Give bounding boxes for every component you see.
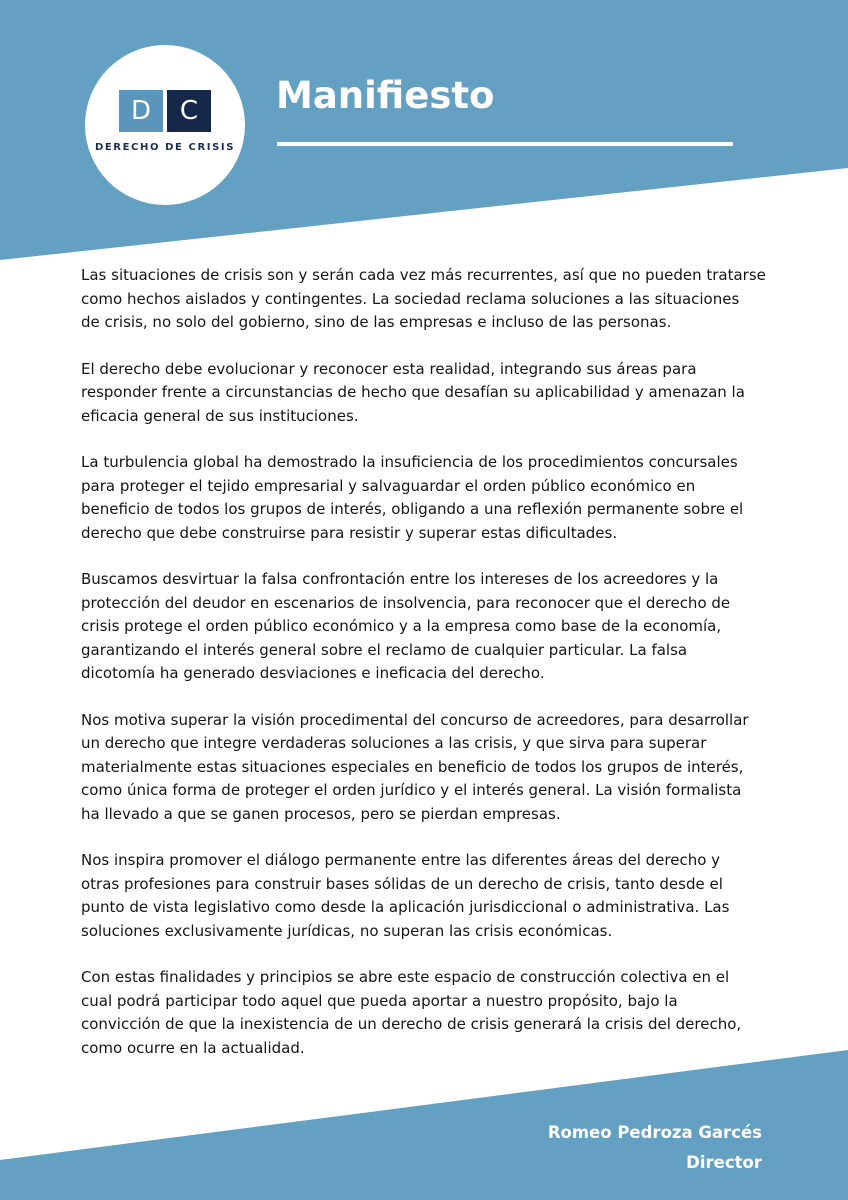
paragraph-line: crisis protege el orden público económico y a la empresa como base de la economía,	[81, 617, 722, 635]
paragraph-line: Nos motiva superar la visión procedimental del concurso de acreedores, para desarrollar	[81, 710, 749, 729]
paragraph-7	[81, 966, 771, 1060]
paragraph-line: materialmente estas situaciones especiales en beneficio de todos los grupos de interés,	[81, 757, 744, 776]
title-underline	[277, 142, 733, 146]
paragraph-4	[81, 568, 771, 686]
paragraph-line: Nos inspira promover el diálogo permanente entre las diferentes áreas del derecho y	[81, 851, 721, 869]
paragraph-line: El derecho debe evolucionar y reconocer esta realidad, integrando sus áreas para	[81, 359, 697, 378]
paragraph-line: como ocurre en la actualidad.	[81, 1038, 305, 1057]
paragraph-line: eficacia general de sus instituciones.	[81, 406, 359, 425]
signature-block	[548, 1118, 762, 1178]
paragraph-line: como única forma de proteger el orden jurídico y el interés general. La visión formalista	[81, 781, 742, 799]
paragraph-line: garantizando el interés general sobre el reclamo de cualquier particular. La falsa	[81, 640, 688, 659]
manifesto-body	[81, 264, 771, 1083]
paragraph-line: responder frente a circunstancias de hecho que desafían su aplicabilidad y amenazan la	[81, 383, 745, 401]
paragraph-line: cual podrá participar todo aquel que pueda aportar a nuestro propósito, bajo la	[81, 991, 678, 1010]
paragraph-line: Con estas finalidades y principios se abre este espacio de construcción colectiva en el	[81, 968, 730, 986]
paragraph-line: para proteger el tejido empresarial y salvaguardar el orden público económico en	[81, 476, 696, 495]
paragraph-line: soluciones exclusivamente jurídicas, no superan las crisis económicas.	[81, 921, 613, 940]
paragraph-line: Las situaciones de crisis son y serán cada vez más recurrentes, así que no pueden tratarse	[81, 266, 766, 284]
paragraph-2	[81, 358, 771, 429]
paragraph-5	[81, 709, 771, 827]
paragraph-line: como hechos aislados y contingentes. La sociedad reclama soluciones a las situaciones	[81, 289, 740, 308]
paragraph-line: Buscamos desvirtuar la falsa confrontación entre los intereses de los acreedores y la	[81, 570, 719, 588]
paragraph-line: derecho que debe construirse para resistir y superar estas dificultades.	[81, 523, 618, 542]
paragraph-line: de crisis, no solo del gobierno, sino de las empresas e incluso de las personas.	[81, 313, 672, 331]
paragraph-line: protección del deudor en escenarios de insolvencia, para reconocer que el derecho de	[81, 593, 731, 612]
paragraph-6	[81, 849, 771, 943]
paragraph-line: convicción de que la inexistencia de un derecho de crisis generará la crisis del derecho,	[81, 1015, 742, 1033]
paragraph-line: un derecho que integre verdaderas soluciones a las crisis, y que sirva para superar	[81, 734, 707, 752]
paragraph-line: beneficio de todos los grupos de interés, obligando a una reflexión permanente sobre el	[81, 500, 744, 518]
paragraph-3	[81, 451, 771, 545]
paragraph-line: punto de vista legislativo como desde la aplicación jurisdiccional o administrativa. Las	[81, 898, 730, 916]
paragraph-line: otras profesiones para construir bases sólidas de un derecho de crisis, tanto desde el	[81, 874, 723, 893]
signature-name: Romeo Pedroza Garcés	[547, 1123, 762, 1142]
logo-letter-c: C	[167, 90, 211, 132]
logo-letter-d: D	[119, 90, 163, 132]
paragraph-1	[81, 264, 771, 335]
page-title: Manifiesto	[276, 74, 495, 117]
logo	[85, 45, 245, 205]
logo-caption: DERECHO DE CRISIS	[94, 142, 236, 153]
paragraph-line: dicotomía ha generado desviaciones e ineficacia del derecho.	[81, 664, 545, 682]
paragraph-line: La turbulencia global ha demostrado la insuficiencia de los procedimientos concursales	[81, 453, 738, 471]
paragraph-line: ha llevado a que se ganen procesos, pero se pierdan empresas.	[81, 804, 561, 823]
signature-role: Director	[686, 1153, 762, 1172]
